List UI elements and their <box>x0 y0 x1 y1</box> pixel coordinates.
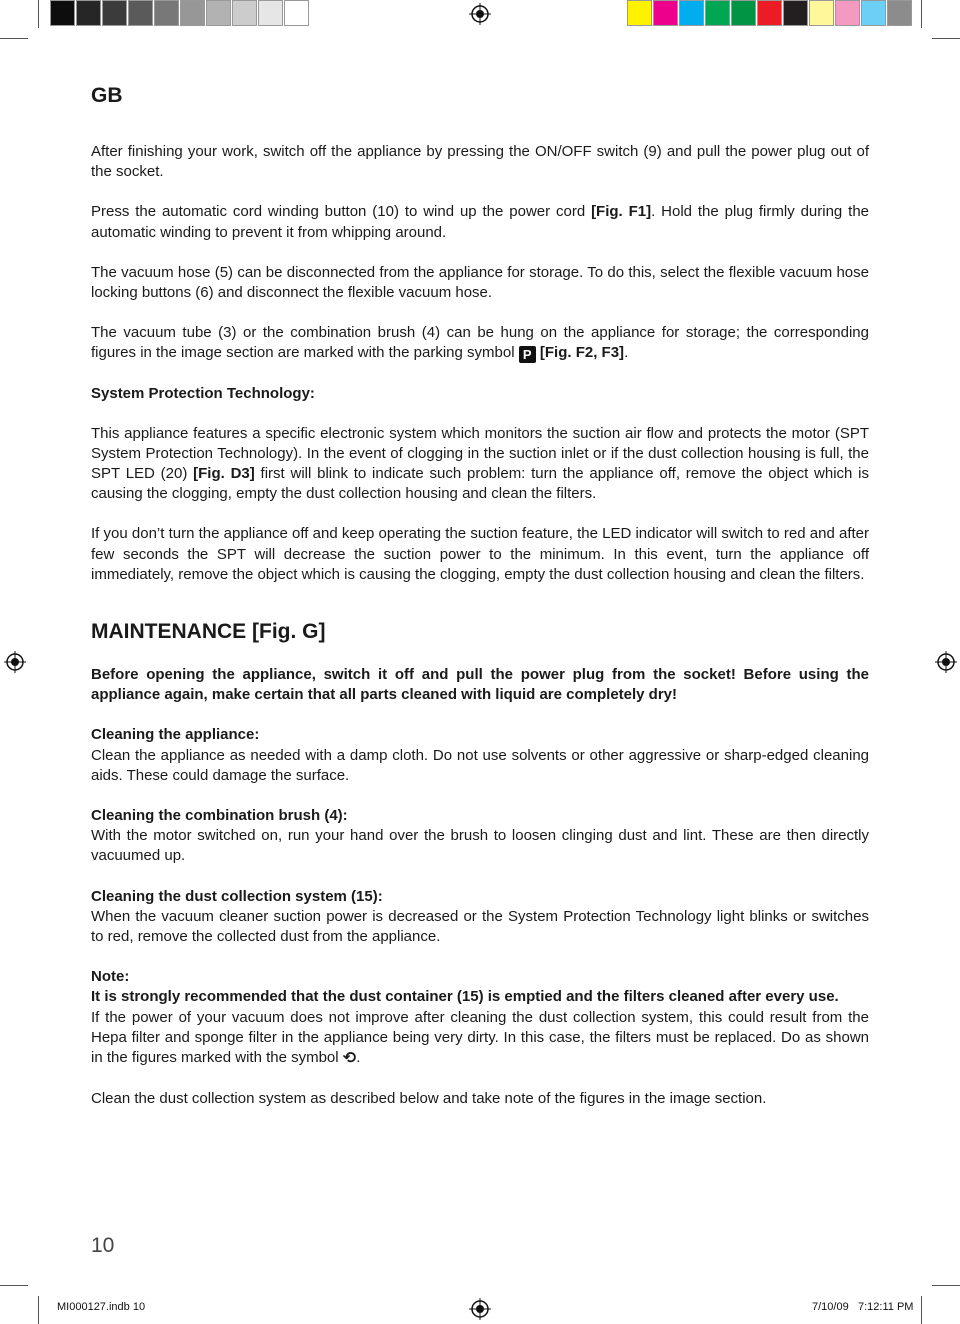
figure-reference: [Fig. D3] <box>193 465 255 483</box>
figure-reference: [Fig. F2, F3] <box>535 344 625 362</box>
footer-time: 7:12:11 PM <box>858 1301 914 1313</box>
color-swatch <box>128 0 153 26</box>
color-swatch <box>154 0 179 26</box>
note-text: If the power of your vacuum does not improve after cleaning the dust collection system, this could result from the Hepa filter and sponge filter in the appliance being very dirty. In this case, the filters must be replaced. Do as shown in the figures marked with the symbol ⟲. <box>91 1008 869 1070</box>
color-swatch <box>809 0 834 26</box>
cleaning-dust-text: When the vacuum cleaner suction power is decreased or the System Protection Technology light blinks or switches to red, remove the collected dust from the appliance. <box>91 907 869 946</box>
color-swatch <box>679 0 704 26</box>
cleaning-brush-section <box>91 806 869 867</box>
note-heading: Note: <box>91 968 130 986</box>
cleaning-dust-heading: Cleaning the dust collection system (15): <box>91 887 383 905</box>
color-swatch <box>627 0 652 26</box>
color-swatch <box>731 0 756 26</box>
grayscale-color-bar <box>50 0 310 28</box>
maintenance-heading: MAINTENANCE [Fig. G] <box>91 620 326 644</box>
cleaning-dust-section <box>91 887 869 948</box>
color-swatch <box>102 0 127 26</box>
crop-mark <box>0 1285 28 1286</box>
color-swatch <box>206 0 231 26</box>
page-content <box>91 84 869 1130</box>
color-swatch <box>258 0 283 26</box>
paragraph-spt-warning: If you don’t turn the appliance off and keep operating the suction feature, the LED indicator will switch to red and after few seconds the SPT will decrease the suction power to the minimum. In this event, turn the appliance off immediately, remove the object which is causing the clogging, empty the dust collection housing and clean the filters. <box>91 525 869 583</box>
crop-mark <box>921 1296 922 1324</box>
note-bold-text: It is strongly recommended that the dust container (15) is emptied and the filters cleaned after every use. <box>91 988 839 1006</box>
paragraph-spt-description: This appliance features a specific electronic system which monitors the suction air flow and protects the motor (SPT System Protection Technology). In the event of clogging in the suction inlet or if the dust collection housing is full, the SPT LED (20) [Fig. D3] first will blink to indicate such problem: turn the appliance off, remove the object which is causing the clogging, empty the dust collection housing and clean the filters. <box>91 424 869 503</box>
color-swatch <box>887 0 912 26</box>
parking-symbol-icon: P <box>519 346 536 363</box>
cleaning-appliance-text: Clean the appliance as needed with a damp cloth. Do not use solvents or other aggressive or sharp-edged cleaning aids. These could damage the surface. <box>91 746 869 784</box>
color-swatch <box>180 0 205 26</box>
process-color-bar <box>627 0 913 28</box>
color-swatch <box>757 0 782 26</box>
color-swatch <box>50 0 75 26</box>
paragraph-switch-off: After finishing your work, switch off the appliance by pressing the ON/OFF switch (9) and pull the power plug out of the socket. <box>91 143 869 181</box>
crop-mark <box>0 38 28 39</box>
replace-filter-symbol-icon: ⟲ <box>342 1050 357 1068</box>
footer-file: MI000127.indb 10 <box>57 1301 146 1313</box>
paragraph-parking: The vacuum tube (3) or the combination brush (4) can be hung on the appliance for storage; the corresponding figures in the image section are marked with the parking symbol P [Fig. F2, F3]. <box>91 324 869 363</box>
paragraph-cord-winding: Press the automatic cord winding button (10) to wind up the power cord [Fig. F1]. Hold the plug firmly during the automatic winding to prevent it from whipping around. <box>91 203 870 241</box>
color-swatch <box>232 0 257 26</box>
color-swatch <box>653 0 678 26</box>
color-swatch <box>705 0 730 26</box>
crop-mark <box>932 38 960 39</box>
section-label: GB <box>91 84 123 107</box>
cleaning-appliance-heading: Cleaning the appliance: <box>91 726 260 744</box>
footer-date: 7/10/09 <box>812 1301 849 1313</box>
registration-mark-icon <box>4 651 26 673</box>
page-number: 10 <box>91 1234 115 1257</box>
crop-mark <box>38 1296 39 1324</box>
registration-mark-icon <box>469 3 491 25</box>
cleaning-brush-text: With the motor switched on, run your hand over the brush to loosen clinging dust and lint. These are then directly vacuumed up. <box>91 827 869 865</box>
figure-reference: [Fig. F1] <box>591 203 652 221</box>
crop-mark <box>921 0 922 28</box>
color-swatch <box>783 0 808 26</box>
color-swatch <box>284 0 309 26</box>
paragraph-final: Clean the dust collection system as described below and take note of the figures in the image section. <box>91 1090 767 1108</box>
color-swatch <box>861 0 886 26</box>
paragraph-hose-storage: The vacuum hose (5) can be disconnected from the appliance for storage. To do this, select the flexible vacuum hose locking buttons (6) and disconnect the flexible vacuum hose. <box>91 263 869 302</box>
crop-mark <box>38 0 39 28</box>
crop-mark <box>932 1285 960 1286</box>
spt-heading: System Protection Technology: <box>91 384 315 402</box>
color-swatch <box>76 0 101 26</box>
maintenance-warning: Before opening the appliance, switch it off and pull the power plug from the socket! Before using the appliance again, make certain that all parts cleaned with liquid are completely dry! <box>91 666 869 704</box>
note-section <box>91 967 869 1069</box>
registration-mark-icon <box>935 651 957 673</box>
cleaning-appliance-section <box>91 725 869 786</box>
cleaning-brush-heading: Cleaning the combination brush (4): <box>91 807 348 825</box>
color-swatch <box>835 0 860 26</box>
registration-mark-icon <box>469 1298 491 1320</box>
